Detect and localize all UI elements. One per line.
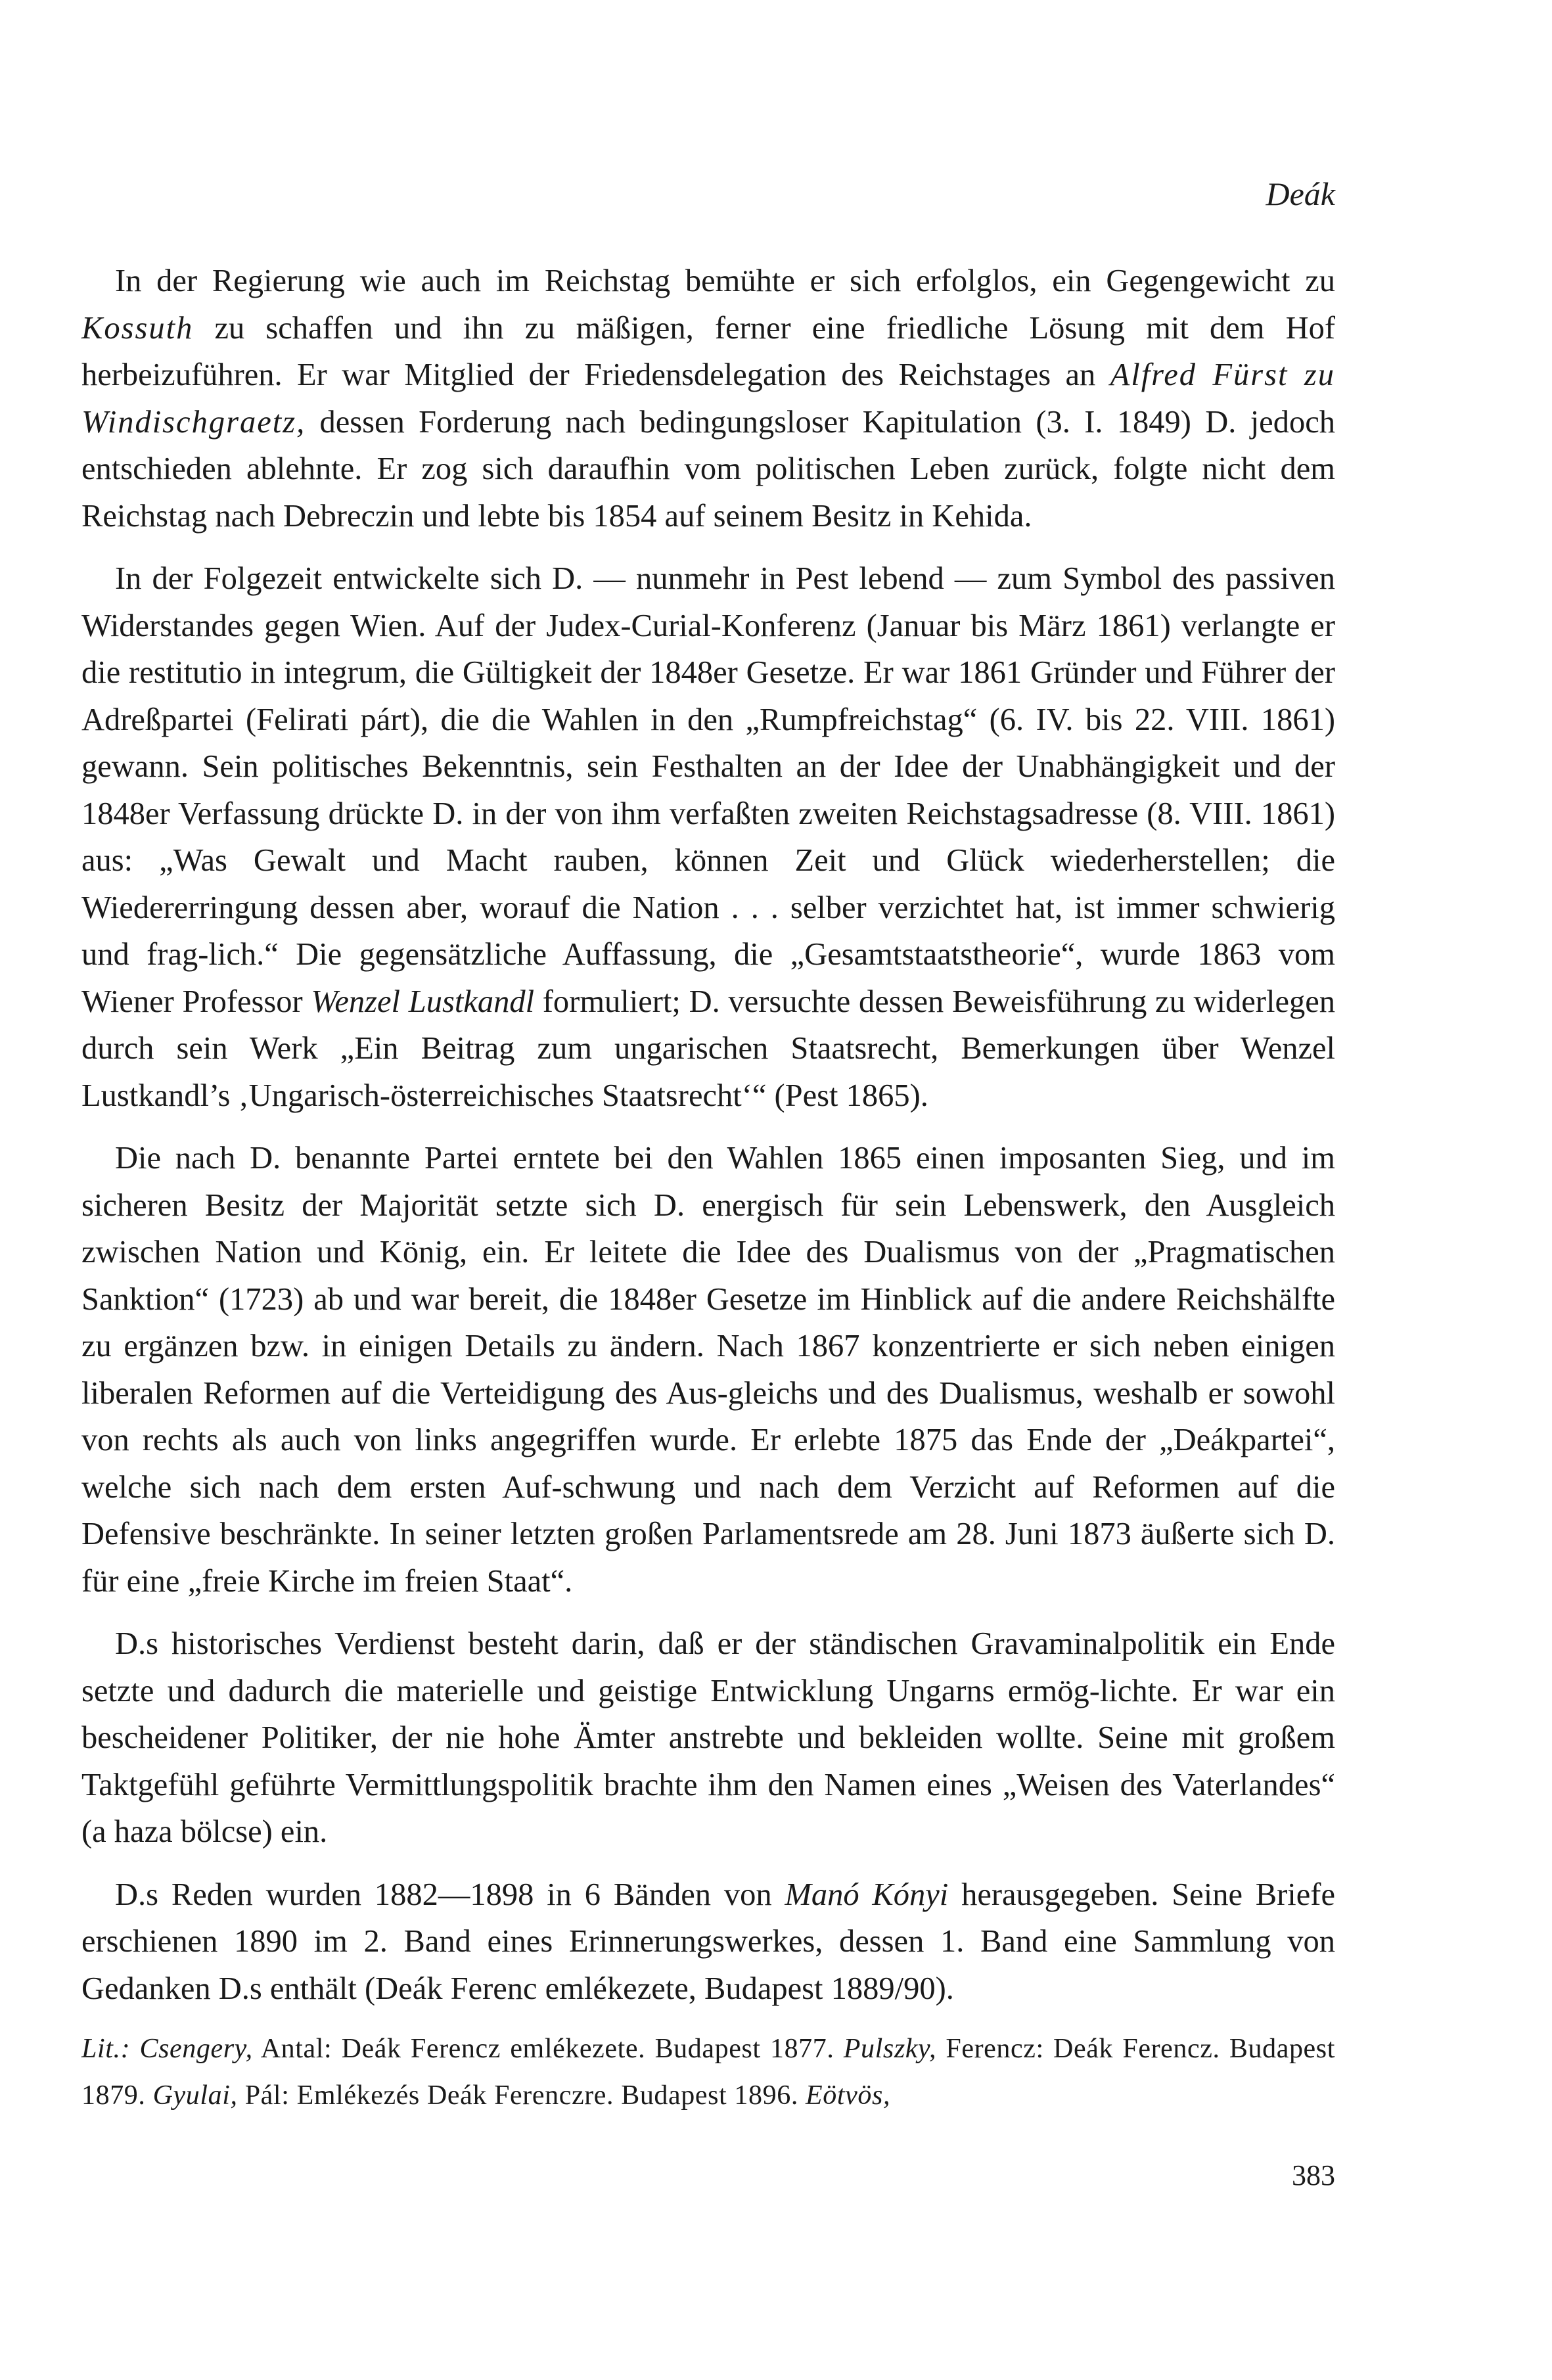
reference-author: Eötvös, — [806, 2080, 891, 2111]
text-segment: D.s historisches Verdienst besteht darin, daß er der ständischen Gravaminalpolitik ein Ende setzte und dadurch die materielle und geistige Entwicklung Ungarns ermög-lichte. Er war ein bescheidener Politiker, der nie hohe Ämter anstrebte und bekleiden wollte. Seine mit großem Taktgefühl geführte Vermittlungspolitik brachte ihm den Namen eines „Weisen des Vaterlandes“ (a haza bölcse) ein. — [81, 1626, 1335, 1849]
reference-text: Ferencz: Deák Ferencz. Budapest 1879. — [81, 2034, 1336, 2111]
paragraph-3 — [81, 1135, 1335, 1605]
reference-author: Gyulai, — [152, 2080, 238, 2111]
reference-text: Antal: Deák Ferencz emlékezete. Budapest 1877. — [252, 2034, 844, 2064]
text-segment: D.s Reden wurden 1882—1898 in 6 Bänden von — [115, 1877, 785, 1912]
text-segment: dessen Forderung nach bedingungsloser Kapitulation (3. I. 1849) D. jedoch entschieden ablehnte. Er zog sich daraufhin vom politischen Leben zurück, folgte nicht dem Reichstag nach Debreczin und lebte bis 1854 auf seinem Besitz in Kehida. — [81, 404, 1335, 534]
literature-label: Lit.: — [81, 2034, 131, 2064]
text-segment: erschienen 1890 im 2. Band eines Erinnerungswerkes, dessen 1. Band eine Sammlung von Gedanken D.s enthält (Deák Ferenc emlékezete, Budapest 1889/90). — [81, 1924, 1335, 2006]
reference-author: Csengery, — [139, 2034, 253, 2064]
person-name: Kossuth — [81, 310, 194, 346]
text-segment: formuliert; D. versuchte dessen Beweisführung zu widerlegen durch sein Werk „Ein Beitrag zum ungarischen Staatsrecht, Bemerkungen über Wenzel Lustkandl’s ‚Ungarisch-österreichisches Staatsrecht‘“ (Pest 1865). — [81, 984, 1335, 1113]
text-segment: In der Regierung wie auch im Reichstag bemühte er sich erfolglos, ein Gegengewicht zu — [115, 263, 1335, 298]
literature-references — [81, 2026, 1335, 2119]
person-name: Alfred Fürst zu Windischgraetz, — [81, 357, 1335, 440]
text-segment: Die nach D. benannte Partei erntete bei den Wahlen 1865 einen imposanten Sieg, und im sicheren Besitz der Majorität setzte sich D. energisch für sein Lebenswerk, den Ausgleich zwischen Nation und König, ein. Er leitete die Idee des Dualismus von der „Pragmatischen Sanktion“ (1723) ab und war bereit, die 1848er Gesetze im Hinblick auf die andere Reichshälfte zu ergänzen bzw. in einigen Details zu ändern. Nach 1867 konzentrierte er sich neben einigen liberalen Reformen auf die Verteidigung des Aus-gleichs und des Dualismus, weshalb er sowohl von rechts als auch von links angegriffen wurde. Er erlebte 1875 das Ende der „Deákpartei“, welche sich nach dem ersten Auf-schwung und nach dem Verzicht auf Reformen auf die Defensive beschränkte. In seiner letzten großen Parlamentsrede am 28. Juni 1873 äußerte sich D. für eine „freie Kirche im freien Staat“. — [81, 1141, 1335, 1599]
reference-author: Pulszky, — [843, 2034, 937, 2064]
reference-text: Pál: Emlékezés Deák Ferenczre. Budapest 1896. — [237, 2080, 806, 2111]
running-title: Deák — [1266, 175, 1335, 212]
page-number: 383 — [1292, 2159, 1335, 2191]
paragraph-1 — [81, 258, 1335, 539]
paragraph-2 — [81, 555, 1335, 1119]
text-segment: herausgegeben. Seine — [948, 1877, 1256, 1912]
text-segment: In der Folgezeit entwickelte sich D. — nunmehr in Pest lebend — zum Symbol des passiven Widerstandes gegen Wien. Auf der Judex-Curial-Konferenz (Januar bis März 1861) verlangte er die restitutio in integrum, die Gültigkeit der 1848er Gesetze. Er war 1861 Gründer und Führer der Adreßpartei (Felirati párt), die die Wahlen in den „Rumpfreichstag“ (6. IV. bis 22. VIII. 1861) gewann. Sein politisches Bekenntnis, sein Festhalten an der Idee der Unabhängigkeit und der 1848er Verfassung drückte D. in der von ihm verfaßten zweiten Reichstagsadresse (8. VIII. 1861) aus: „Was Gewalt und Macht rauben, können Zeit und Glück wiederherstellen; die Wiedererringung dessen aber, worauf die Nation . . . selber verzichtet hat, ist immer schwierig und frag-lich.“ Die gegensätzliche Auffassung, die „Gesamtstaatstheorie“, wurde 1863 vom Wiener Professor — [81, 561, 1335, 1019]
paragraph-5 — [81, 1871, 1335, 2013]
article-body — [81, 258, 1335, 2028]
paragraph-4 — [81, 1620, 1335, 1856]
literature-section — [81, 2026, 1335, 2119]
emphasized-word: Briefe — [1255, 1877, 1335, 1912]
text-segment: zu schaffen und ihn zu mäßigen, ferner eine friedliche Lösung mit dem Hof herbeizuführen. Er war Mitglied der Friedensdelegation des Reichstages an — [81, 310, 1335, 392]
person-name: Wenzel Lustkandl — [311, 984, 535, 1019]
person-name: Manó Kónyi — [785, 1877, 949, 1912]
